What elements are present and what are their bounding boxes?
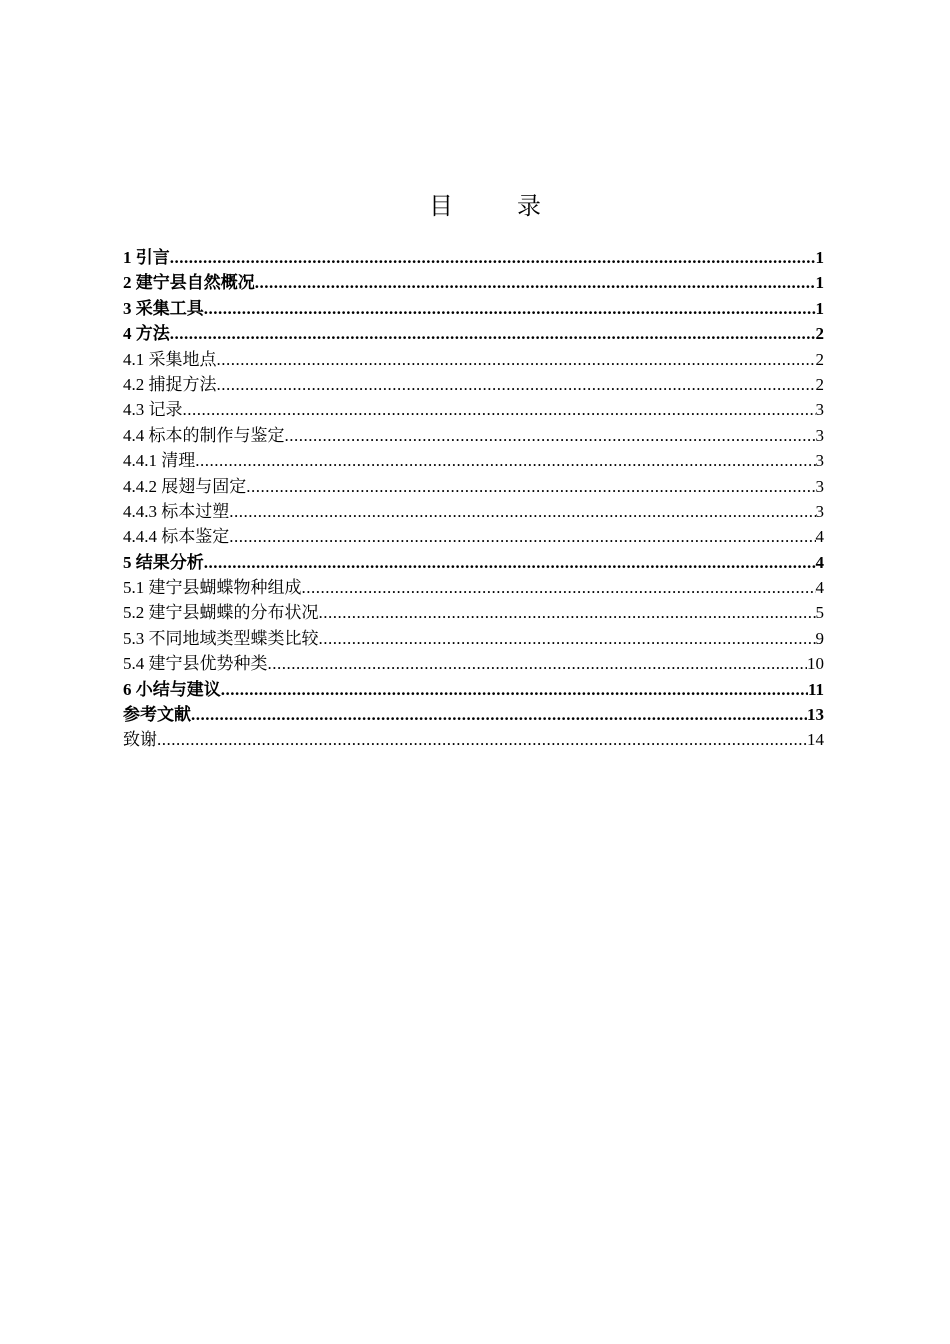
toc-entry[interactable] <box>123 550 824 575</box>
toc-entry-page-number: 2 <box>815 349 824 369</box>
toc-entry-label: 4 方法 <box>123 324 170 344</box>
toc-dot-leader <box>229 524 815 549</box>
toc-entry[interactable] <box>123 702 824 727</box>
toc-entry-page-number: 5 <box>815 603 824 623</box>
toc-entry-label: 2 建宁县自然概况 <box>123 273 255 293</box>
toc-entry[interactable] <box>123 397 824 422</box>
toc-dot-leader <box>170 321 816 346</box>
toc-entry-label: 4.1 采集地点 <box>123 349 217 369</box>
toc-entry-page-number: 3 <box>815 400 824 420</box>
toc-entry-label: 5.3 不同地域类型蝶类比较 <box>123 628 319 648</box>
toc-entry-label: 5 结果分析 <box>123 552 204 572</box>
toc-entry-label: 致谢 <box>123 730 157 750</box>
page-title: 目 录 <box>429 194 561 220</box>
toc-entry-page-number: 4 <box>815 552 824 572</box>
toc-dot-leader <box>195 448 815 473</box>
toc-dot-leader <box>255 270 816 295</box>
toc-entry-label: 参考文献 <box>123 705 191 725</box>
toc-entry-label: 5.1 建宁县蝴蝶物种组成 <box>123 578 302 598</box>
toc-entry-page-number: 3 <box>815 425 824 445</box>
toc-entry-page-number: 13 <box>807 705 824 725</box>
toc-dot-leader <box>221 677 808 702</box>
toc-entry[interactable] <box>123 423 824 448</box>
toc-entry-label: 6 小结与建议 <box>123 679 221 699</box>
table-of-contents <box>123 245 824 753</box>
toc-entry-page-number: 4 <box>815 578 824 598</box>
toc-entry[interactable] <box>123 677 824 702</box>
toc-dot-leader <box>302 575 816 600</box>
toc-entry[interactable] <box>123 499 824 524</box>
toc-entry[interactable] <box>123 270 824 295</box>
toc-dot-leader <box>268 651 808 676</box>
toc-entry-page-number: 10 <box>807 654 824 674</box>
toc-entry[interactable] <box>123 448 824 473</box>
toc-entry[interactable] <box>123 575 824 600</box>
toc-entry-page-number: 1 <box>815 248 824 267</box>
toc-entry-label: 4.4 标本的制作与鉴定 <box>123 425 285 445</box>
toc-entry-label: 1 引言 <box>123 248 170 267</box>
toc-entry-page-number: 3 <box>815 451 824 471</box>
toc-entry-label: 4.3 记录 <box>123 400 183 420</box>
toc-entry[interactable] <box>123 245 824 270</box>
toc-entry-page-number: 11 <box>807 679 824 699</box>
toc-entry[interactable] <box>123 296 824 321</box>
toc-dot-leader <box>229 499 815 524</box>
toc-entry[interactable] <box>123 347 824 372</box>
toc-entry-label: 4.2 捕捉方法 <box>123 374 217 394</box>
toc-entry-page-number: 4 <box>815 527 824 547</box>
toc-entry[interactable] <box>123 651 824 676</box>
toc-entry-label: 4.4.3 标本过塑 <box>123 501 230 521</box>
toc-entry-label: 4.4.4 标本鉴定 <box>123 527 230 547</box>
toc-entry-page-number: 3 <box>815 476 824 496</box>
toc-dot-leader <box>191 702 807 727</box>
toc-entry[interactable] <box>123 372 824 397</box>
toc-entry-label: 4.4.2 展翅与固定 <box>123 476 247 496</box>
toc-entry-label: 4.4.1 清理 <box>123 451 196 471</box>
toc-entry[interactable] <box>123 600 824 625</box>
toc-entry-page-number: 1 <box>815 298 824 318</box>
toc-dot-leader <box>170 245 816 270</box>
toc-entry[interactable] <box>123 474 824 499</box>
toc-entry[interactable] <box>123 524 824 549</box>
toc-entry[interactable] <box>123 727 824 752</box>
toc-entry-label: 5.4 建宁县优势种类 <box>123 654 268 674</box>
toc-entry-page-number: 14 <box>807 730 824 750</box>
toc-entry-label: 5.2 建宁县蝴蝶的分布状况 <box>123 603 319 623</box>
toc-entry[interactable] <box>123 626 824 651</box>
toc-dot-leader <box>204 550 816 575</box>
toc-entry[interactable] <box>123 321 824 346</box>
toc-entry-page-number: 1 <box>815 273 824 293</box>
toc-dot-leader <box>217 372 816 397</box>
toc-entry-page-number: 3 <box>815 501 824 521</box>
toc-entry-page-number: 2 <box>815 374 824 394</box>
toc-dot-leader <box>157 727 807 752</box>
toc-dot-leader <box>183 397 816 422</box>
toc-entry-label: 3 采集工具 <box>123 298 204 318</box>
toc-dot-leader <box>246 474 815 499</box>
toc-dot-leader <box>319 600 816 625</box>
toc-dot-leader <box>285 423 816 448</box>
toc-dot-leader <box>217 347 816 372</box>
toc-entry-page-number: 9 <box>815 628 824 648</box>
toc-dot-leader <box>204 296 816 321</box>
toc-entry-page-number: 2 <box>815 324 824 344</box>
toc-dot-leader <box>319 626 816 651</box>
